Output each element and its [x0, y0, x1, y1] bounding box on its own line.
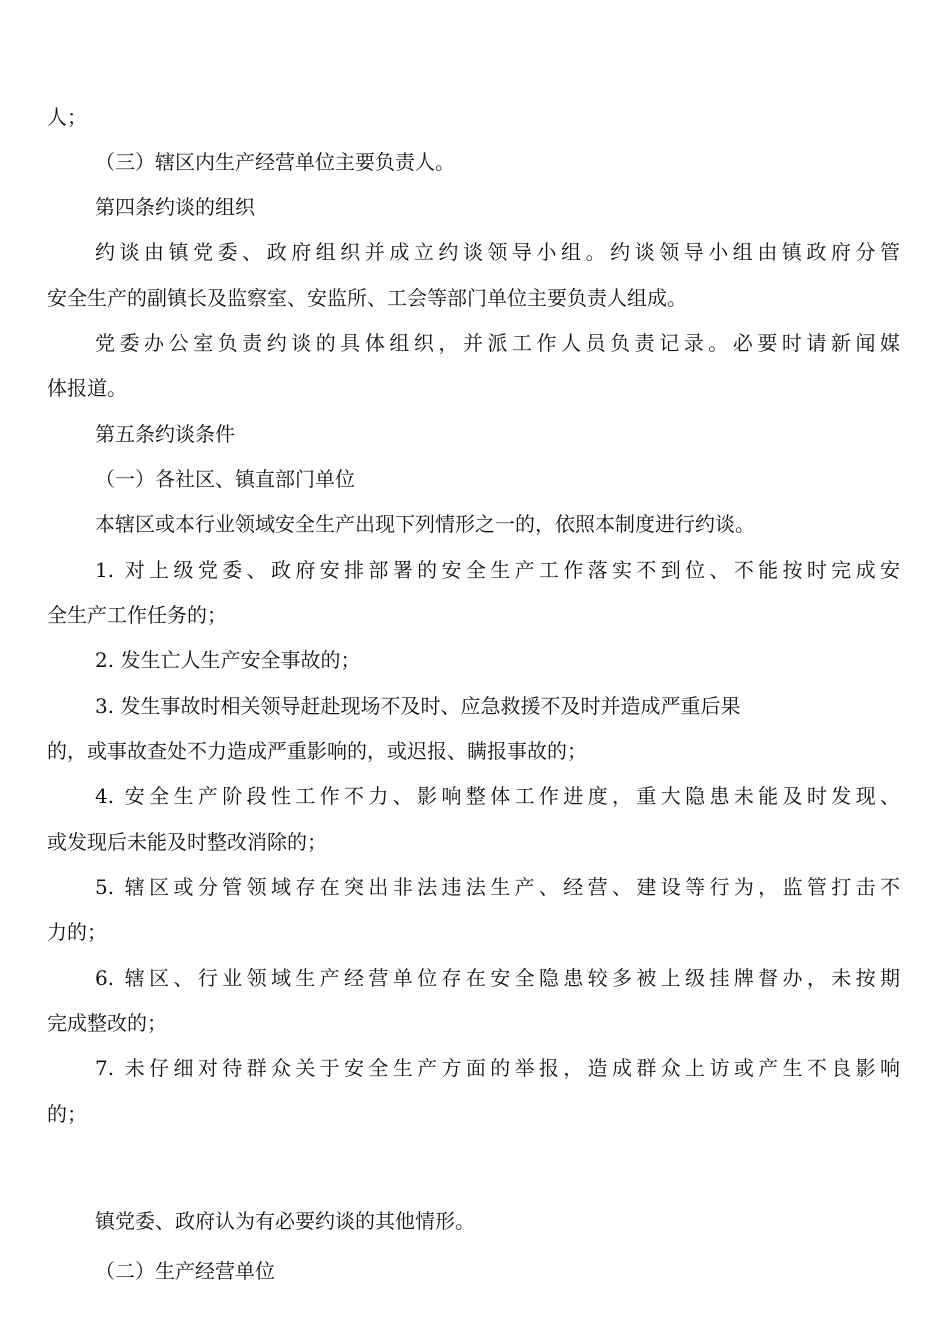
paragraph-3-line-1: 第四条约谈的组织 — [95, 195, 255, 219]
paragraph-2-line-1: （三）辖区内生产经营单位主要负责人。 — [95, 150, 455, 174]
paragraph-11-line-1: 3. 发生事故时相关领导赶赴现场不及时、应急救援不及时并造成严重后果 — [95, 694, 741, 718]
paragraph-10-line-1: 2. 发生亡人生产安全事故的； — [95, 648, 361, 672]
paragraph-5-line-1: 党委办公室负责约谈的具体组织，并派工作人员负责记录。必要时请新闻媒 — [95, 331, 900, 355]
paragraph-5-line-2: 体报道。 — [47, 376, 127, 400]
paragraph-15-line-1: 7. 未仔细对待群众关于安全生产方面的举报，造成群众上访或产生不良影响 — [95, 1056, 900, 1080]
paragraph-4-line-2: 安全生产的副镇长及监察室、安监所、工会等部门单位主要负责人组成。 — [47, 286, 687, 310]
paragraph-14-line-2: 完成整改的； — [47, 1011, 167, 1035]
paragraph-7-line-1: （一）各社区、镇直部门单位 — [95, 467, 355, 491]
paragraph-9-line-1: 1. 对上级党委、政府安排部署的安全生产工作落实不到位、不能按时完成安 — [95, 558, 900, 582]
paragraph-4-line-1: 约谈由镇党委、政府组织并成立约谈领导小组。约谈领导小组由镇政府分管 — [95, 240, 900, 264]
paragraph-14-line-1: 6. 辖区、行业领域生产经营单位存在安全隐患较多被上级挂牌督办，未按期 — [95, 966, 900, 990]
paragraph-13-line-1: 5. 辖区或分管领域存在突出非法违法生产、经营、建设等行为，监管打击不 — [95, 875, 900, 899]
paragraph-12-line-1: 4. 安全生产阶段性工作不力、影响整体工作进度，重大隐患未能及时发现、 — [95, 784, 900, 808]
paragraph-6-line-1: 第五条约谈条件 — [95, 422, 235, 446]
paragraph-8-line-1: 本辖区或本行业领域安全生产出现下列情形之一的，依照本制度进行约谈。 — [95, 512, 755, 536]
paragraph-11-line-2: 的，或事故查处不力造成严重影响的，或迟报、瞒报事故的； — [47, 739, 587, 763]
paragraph-12-line-2: 或发现后未能及时整改消除的； — [47, 830, 327, 854]
paragraph-9-line-2: 全生产工作任务的； — [47, 603, 227, 627]
paragraph-1-line-1: 人； — [47, 105, 87, 129]
paragraph-17-line-1: （二）生产经营单位 — [95, 1259, 275, 1283]
paragraph-16-line-1: 镇党委、政府认为有必要约谈的其他情形。 — [95, 1209, 475, 1233]
paragraph-13-line-2: 力的； — [47, 920, 107, 944]
paragraph-15-line-2: 的； — [47, 1102, 87, 1126]
